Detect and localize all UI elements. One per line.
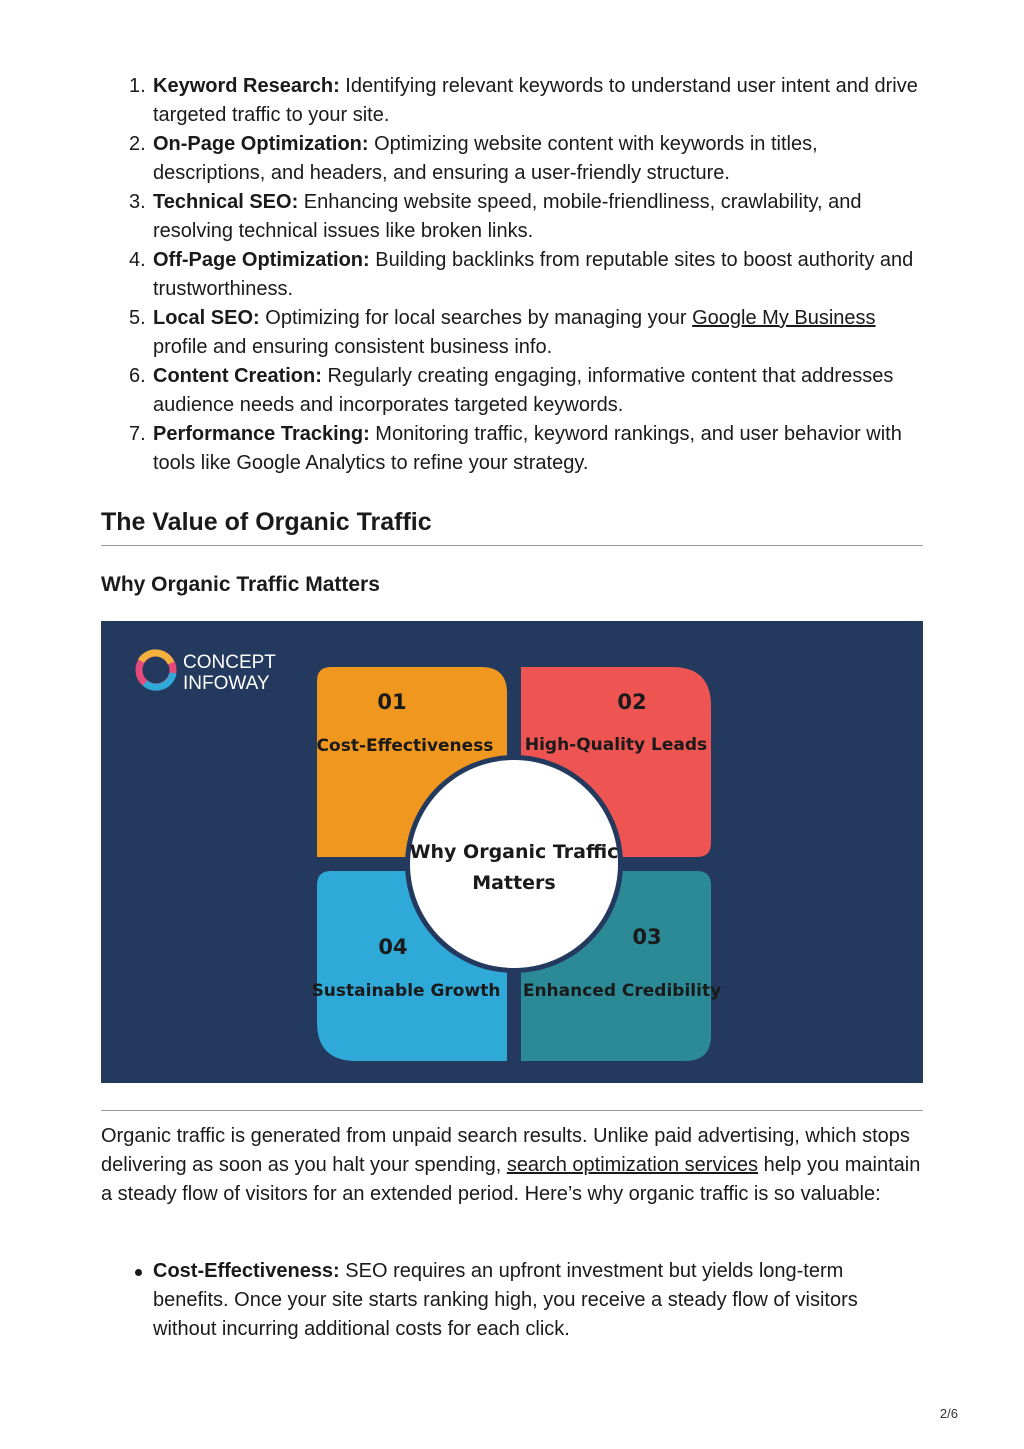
step-text: Monitoring traffic, keyword rankings, and user behavior with tools like Google Analytics to refine your strategy. [153,423,902,474]
step-title: Local SEO: [153,307,260,329]
logo-text-line1: CONCEPT [183,652,276,673]
center-title-line2: Matters [472,872,556,894]
step-text: Regularly creating engaging, informative content that addresses audience needs and incorporates targeted keywords. [153,365,894,416]
search-optimization-link[interactable]: search optimization services [506,1154,759,1176]
list-number: 6. [129,365,146,387]
tile-01-label: Cost-Effectiveness [316,736,494,756]
center-title-line1: Why Organic Traffic [409,841,619,863]
tile-02-number: 02 [617,690,647,714]
step-text: Enhancing website speed, mobile-friendliness, crawlability, and resolving technical issues like broken links. [153,191,862,242]
tile-01-number: 01 [377,690,407,714]
step-text: Building backlinks from reputable sites to boost authority and trustworthiness. [153,249,914,300]
list-number: 1. [129,75,146,97]
tile-04-number: 04 [378,935,408,959]
seo-steps-list [101,72,923,478]
list-number: 3. [129,191,146,213]
list-number: 7. [129,423,146,445]
paragraph-text: Organic traffic is generated from unpaid search results. Unlike paid advertising, which stops delivering as soon as you halt your spending, [101,1125,910,1176]
tile-03-label: Enhanced Credibility [522,981,722,1001]
bullet-text: SEO requires an upfront investment but yields long-term benefits. Once your site starts ranking high, you receive a steady flow of visitors without incurring additional costs for each click. [153,1260,858,1340]
heading-divider [101,545,923,546]
center-circle [410,760,618,968]
list-item [101,130,923,188]
step-title: Off-Page Optimization: [153,249,370,271]
list-number: 5. [129,307,146,329]
organic-traffic-infographic [101,621,923,1083]
page-number: 2/6 [939,1406,958,1421]
step-title: Content Creation: [153,365,322,387]
tile-04-label: Sustainable Growth [311,981,501,1001]
tile-03-number: 03 [632,925,662,949]
step-title: On-Page Optimization: [153,133,369,155]
list-item [101,72,923,130]
logo-text-line2: INFOWAY [183,673,270,694]
step-text: profile and ensuring consistent business info. [153,336,553,358]
subsection-heading: Why Organic Traffic Matters [101,573,380,596]
bullet-icon [135,1269,142,1276]
concept-infoway-logo [139,652,276,694]
list-item [101,1257,923,1344]
bullet-title: Cost-Effectiveness: [153,1260,340,1282]
list-number: 2. [129,133,146,155]
organic-traffic-paragraph [101,1122,923,1209]
list-number: 4. [129,249,146,271]
list-item [101,420,923,478]
step-text: Optimizing for local searches by managing your [259,307,693,329]
google-my-business-link[interactable]: Google My Business [692,307,876,329]
list-item [101,188,923,246]
step-title: Technical SEO: [153,191,299,213]
list-item [101,362,923,420]
section-heading: The Value of Organic Traffic [101,508,432,536]
step-title: Performance Tracking: [153,423,370,445]
infographic-svg [101,621,923,1083]
step-text: Identifying relevant keywords to understand user intent and drive targeted traffic to your site. [153,75,918,126]
step-title: Keyword Research: [153,75,340,97]
paragraph-text: help you maintain a steady flow of visitors for an extended period. Here’s why organic traffic is so valuable: [101,1154,921,1205]
list-item [101,304,923,362]
tile-02-label: High-Quality Leads [524,735,708,755]
benefits-list [101,1257,923,1344]
list-item [101,246,923,304]
image-divider [101,1110,923,1111]
step-text: Optimizing website content with keywords in titles, descriptions, and headers, and ensuring a user-friendly structure. [153,133,818,184]
